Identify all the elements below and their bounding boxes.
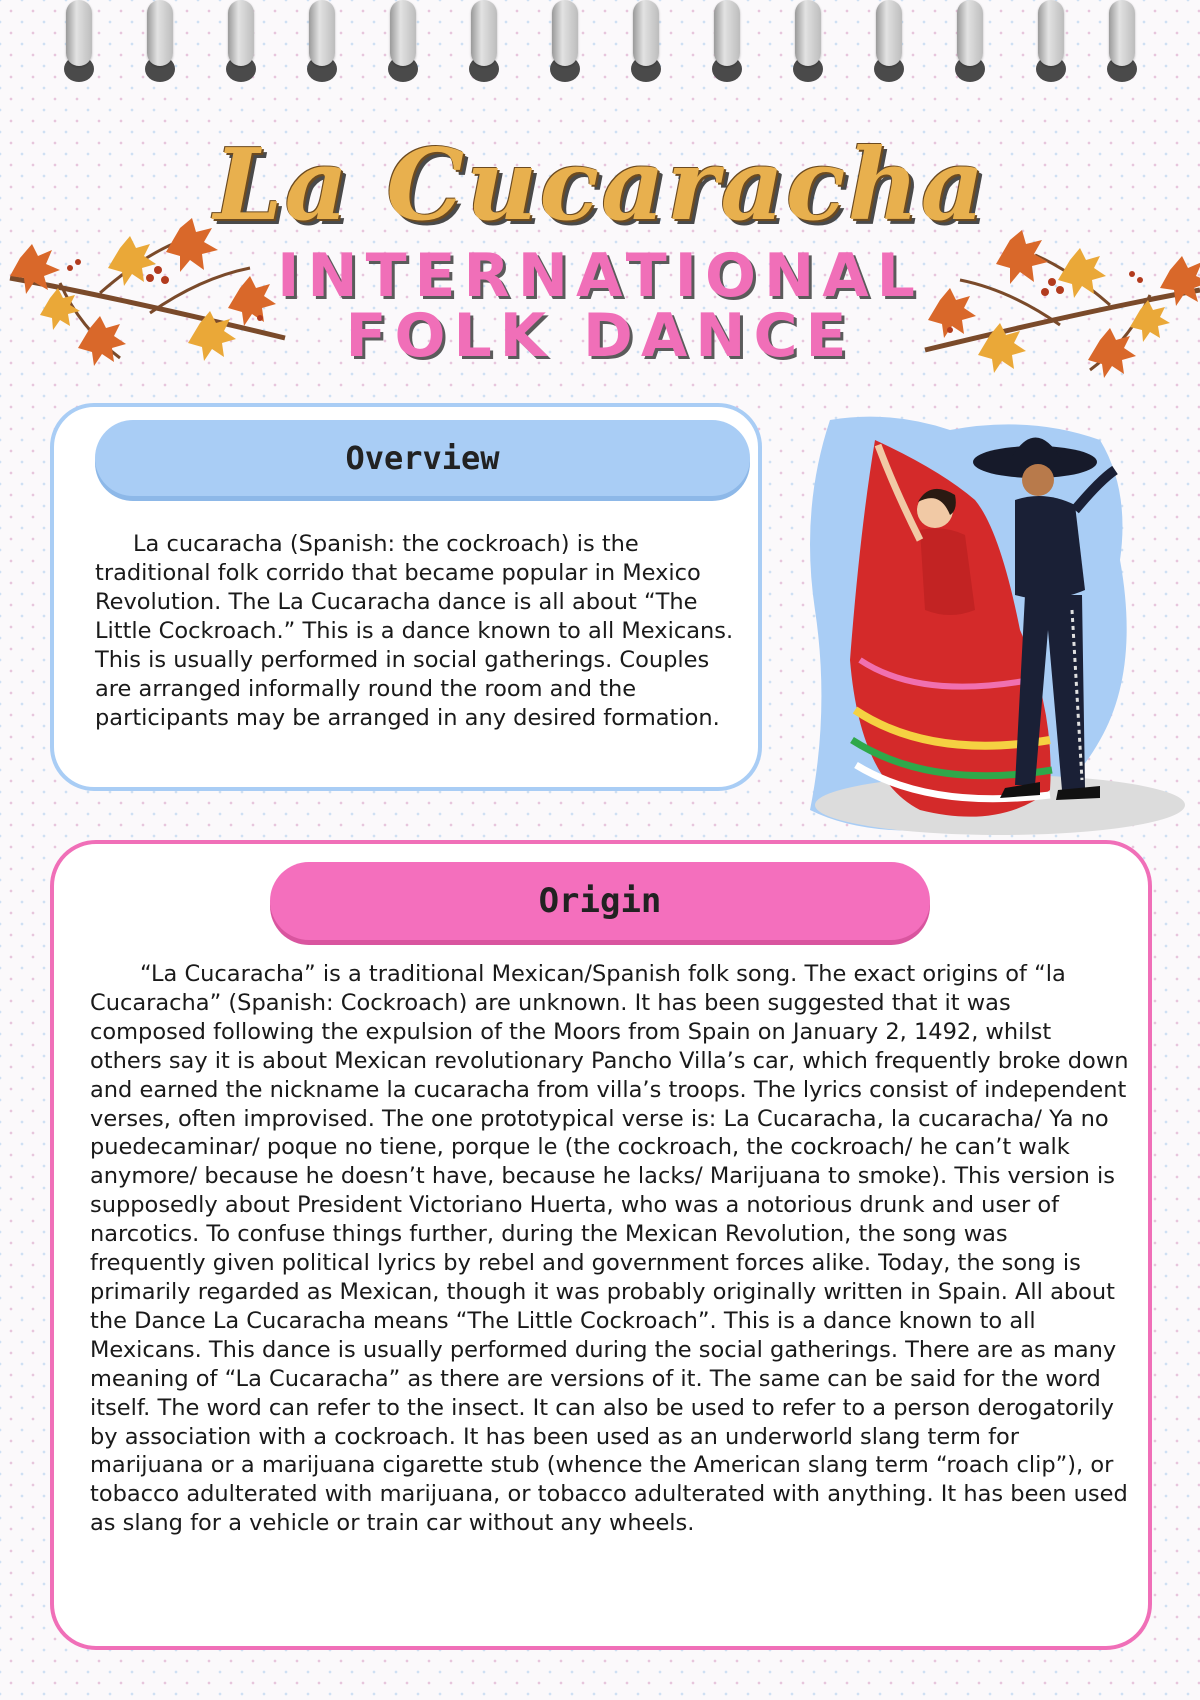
binder-ring-icon bbox=[386, 0, 420, 82]
folk-dancers-illustration bbox=[800, 410, 1200, 850]
page-title: La Cucaracha bbox=[213, 128, 987, 243]
subtitle bbox=[0, 241, 1200, 371]
overview-heading: Overview bbox=[95, 420, 750, 496]
binder-ring-icon bbox=[872, 0, 906, 82]
origin-heading: Origin bbox=[270, 862, 930, 940]
binder-ring-icon bbox=[224, 0, 258, 82]
binder-ring-icon bbox=[953, 0, 987, 82]
binder-ring-icon bbox=[1105, 0, 1139, 82]
overview-text: La cucaracha (Spanish: the cockroach) is the traditional folk corrido that became popular in Mexico Revolution. The La Cucaracha dance is all about “The Little Cockroach.” This is a dance known to all Mexicans. This is usually performed in social gatherings. Couples are arranged informally round the room and the participants may be arranged in any desired formation. bbox=[95, 531, 734, 731]
binder-ring-icon bbox=[62, 0, 96, 82]
binder-ring-icon bbox=[143, 0, 177, 82]
binder-ring-icon bbox=[1034, 0, 1068, 82]
origin-text: “La Cucaracha” is a traditional Mexican/Spanish folk song. The exact origins of “la Cucaracha” (Spanish: Cockroach) are unknown. It has been suggested that it was composed following the expulsion of the Moors from Spain on January 2, 1492, whilst others say it is about Mexican revolutionary Pancho Villa’s car, which frequently broke down and earned the nickname la cucaracha from villa’s troops. The lyrics consist of independent verses, often improvised. The one prototypical verse is: La Cucaracha, la cucaracha/ Ya no puedecaminar/ poque no tiene, porque le (the cockroach, the cockroach/ he can’t walk anymore/ because he doesn’t have, because he lacks/ Marijuana to smoke). This version is supposedly about President Victoriano Huerta, who was a notorious drunk and user of narcotics. To confuse things further, during the Mexican Revolution, the song was frequently given political lyrics by rebel and government forces alike. Today, the song is primarily regarded as Mexican, though it was probably originally written in Spain. All about the Dance La Cucaracha means “The Little Cockroach”. This is a dance known to all Mexicans. This dance is usually performed during the social gatherings. There are as many meaning of “La Cucaracha” as there are versions of it. The same can be said for the word itself. The word can refer to the insect. It can also be used to refer to a person derogatorily by association with a cockroach. It has been used as an underworld slang term for marijuana or a marijuana cigarette stub (whence the American slang term “roach clip”), or tobacco adulterated with marijuana, or tobacco adulterated with anything. It has been used as slang for a vehicle or train car without any wheels. bbox=[90, 961, 1129, 1537]
binder-ring-icon bbox=[548, 0, 582, 82]
binder-ring-icon bbox=[791, 0, 825, 82]
binder-ring-icon bbox=[710, 0, 744, 82]
subtitle-line-1: INTERNATIONAL bbox=[277, 241, 923, 311]
binder-ring-icon bbox=[467, 0, 501, 82]
binder-ring-icon bbox=[305, 0, 339, 82]
subtitle-line-2: FOLK DANCE bbox=[345, 301, 855, 371]
binder-ring-icon bbox=[629, 0, 663, 82]
binder-rings bbox=[0, 0, 1200, 90]
